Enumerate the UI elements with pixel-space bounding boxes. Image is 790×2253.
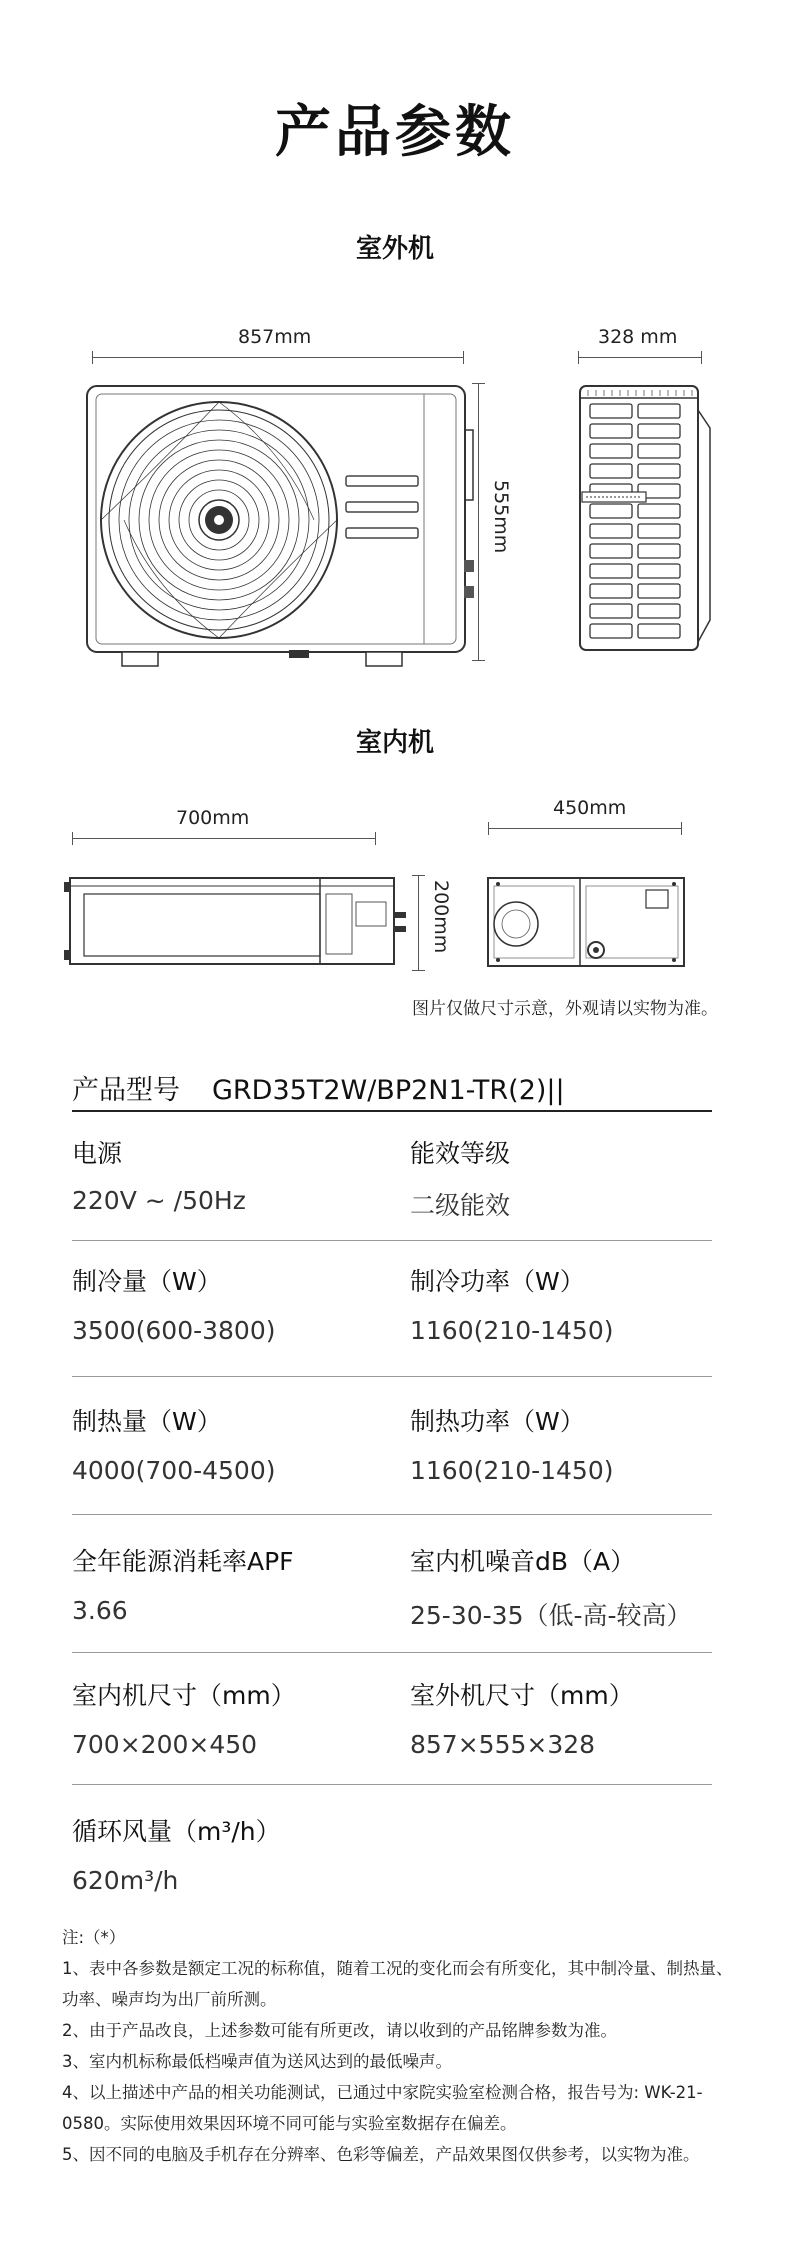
indoor-height-label: 200mm <box>430 880 452 954</box>
spec-label-heating-capacity: 制热量（W） <box>72 1407 222 1436</box>
spec-value-apf: 3.66 <box>72 1596 128 1625</box>
indoor-depth-label: 450mm <box>553 797 627 819</box>
spec-divider <box>72 1784 712 1785</box>
outdoor-width-label: 857mm <box>238 326 312 348</box>
indoor-depth-dimline <box>488 828 682 829</box>
model-divider <box>72 1110 712 1112</box>
note-item: 3、室内机标称最低档噪声值为送风达到的最低噪声。 <box>62 2052 452 2071</box>
spec-value-power-supply: 220V ~ /50Hz <box>72 1186 246 1215</box>
spec-value-cooling-capacity: 3500(600-3800) <box>72 1316 276 1345</box>
notes-title: 注:（*） <box>62 1928 126 1947</box>
page-title: 产品参数 <box>275 100 515 165</box>
indoor-width-label: 700mm <box>176 807 250 829</box>
note-item: 4、以上描述中产品的相关功能测试，已通过中家院实验室检测合格，报告号为: WK-21-0580。实际使用效果因环境不同可能与实验室数据存在偏差。 <box>62 2083 703 2133</box>
spec-value-outdoor-size: 857×555×328 <box>410 1730 596 1759</box>
spec-divider <box>72 1652 712 1653</box>
spec-label-cooling-power: 制冷功率（W） <box>410 1267 585 1296</box>
outdoor-unit-front-drawing <box>84 380 474 670</box>
outdoor-height-label: 555mm <box>490 480 512 554</box>
spec-value-cooling-power: 1160(210-1450) <box>410 1316 614 1345</box>
model-value: GRD35T2W/BP2N1-TR(2)|| <box>212 1075 565 1106</box>
spec-value-heating-capacity: 4000(700-4500) <box>72 1456 276 1485</box>
spec-label-outdoor-size: 室外机尺寸（mm） <box>410 1681 634 1710</box>
note-item: 5、因不同的电脑及手机存在分辨率、色彩等偏差，产品效果图仅供参考，以实物为准。 <box>62 2145 700 2164</box>
spec-value-heating-power: 1160(210-1450) <box>410 1456 614 1485</box>
note-item: 2、由于产品改良，上述参数可能有所更改，请以收到的产品铭牌参数为准。 <box>62 2021 617 2040</box>
model-row <box>72 1068 565 1107</box>
spec-label-airflow: 循环风量（m³/h） <box>72 1817 281 1846</box>
indoor-width-dimline <box>72 838 376 839</box>
spec-divider <box>72 1376 712 1377</box>
outdoor-unit-side-drawing <box>578 380 718 670</box>
spec-value-airflow: 620m³/h <box>72 1866 179 1895</box>
spec-label-energy-grade: 能效等级 <box>410 1139 511 1168</box>
indoor-height-dimline <box>418 875 419 971</box>
outdoor-depth-label: 328 mm <box>598 326 678 348</box>
spec-value-indoor-noise: 25-30-35（低-高-较高） <box>410 1601 692 1630</box>
spec-label-power-supply: 电源 <box>72 1139 123 1168</box>
indoor-unit-side-drawing <box>486 872 696 972</box>
outdoor-heading: 室外机 <box>355 234 434 264</box>
model-label: 产品型号 <box>72 1075 180 1106</box>
outdoor-depth-dimline <box>578 357 702 358</box>
spec-label-apf: 全年能源消耗率APF <box>72 1547 294 1576</box>
spec-divider <box>72 1240 712 1241</box>
spec-divider <box>72 1514 712 1515</box>
note-item: 1、表中各参数是额定工况的标称值，随着工况的变化而会有所变化，其中制冷量、制热量、功率、噪声均为出厂前所测。 <box>62 1959 733 2009</box>
spec-value-indoor-size: 700×200×450 <box>72 1730 258 1759</box>
spec-label-indoor-noise: 室内机噪音dB（A） <box>410 1547 636 1576</box>
image-disclaimer: 图片仅做尺寸示意，外观请以实物为准。 <box>412 999 718 1019</box>
indoor-heading: 室内机 <box>355 728 434 758</box>
notes-block <box>62 1922 742 2170</box>
spec-label-heating-power: 制热功率（W） <box>410 1407 585 1436</box>
spec-label-cooling-capacity: 制冷量（W） <box>72 1267 222 1296</box>
indoor-unit-front-drawing <box>64 872 414 972</box>
outdoor-width-dimline <box>92 357 464 358</box>
spec-label-indoor-size: 室内机尺寸（mm） <box>72 1681 296 1710</box>
spec-value-energy-grade: 二级能效 <box>410 1191 511 1220</box>
outdoor-height-dimline <box>478 383 479 661</box>
